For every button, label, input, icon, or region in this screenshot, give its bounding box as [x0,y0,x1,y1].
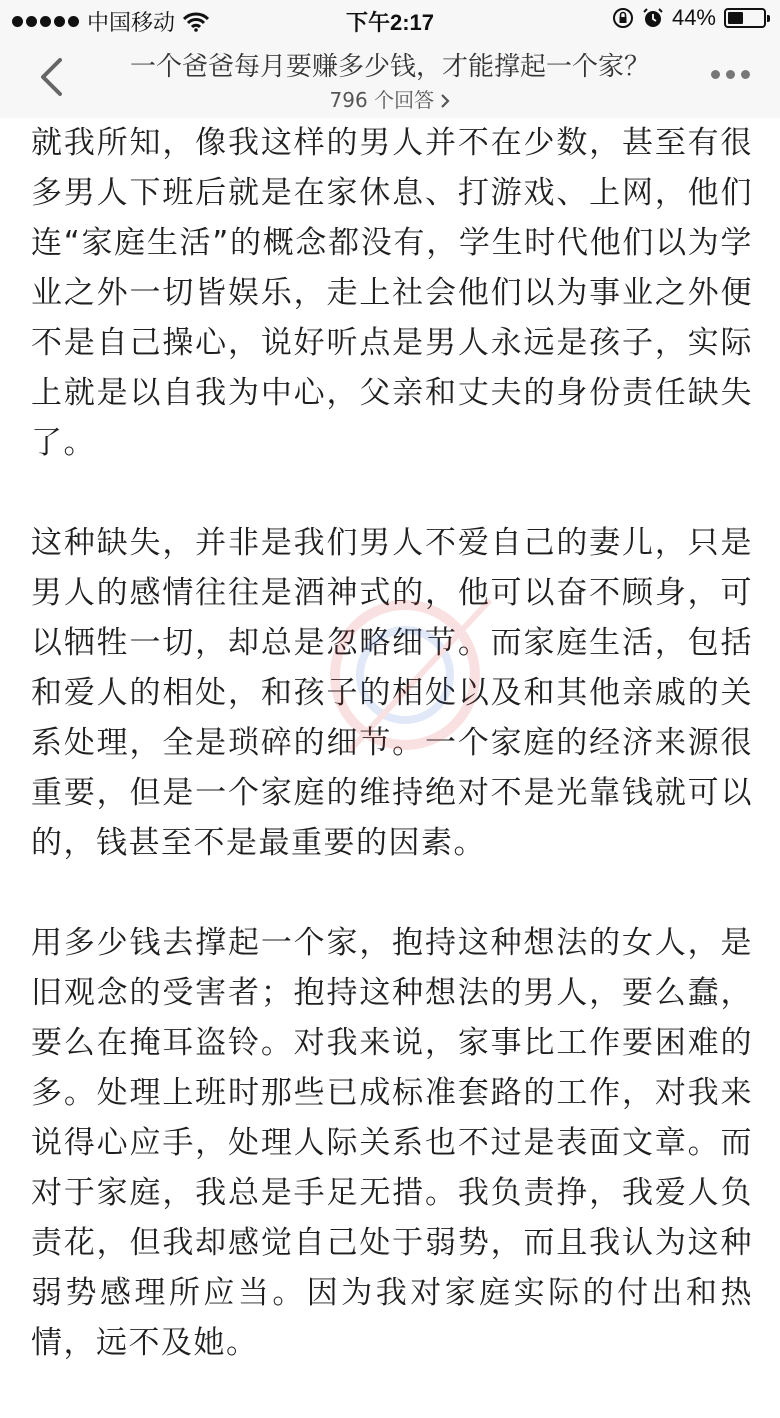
status-right [612,5,766,31]
paragraph-3: 用多少钱去撑起一个家，抱持这种想法的女人，是旧观念的受害者；抱持这种想法的男人，要么蠢，要么在掩耳盗铃。对我来说，家事比工作要困难的多。处理上班时那些已成标准套路的工作，对我来说得心应手，处理人际关系也不过是表面文章。而对于家庭，我总是手足无措。我负责挣，我爱人负责花，但我却感觉自己处于弱势，而且我认为这种弱势感理所应当。因为我对家庭实际的付出和热情，远不及她。 [31,925,753,1361]
answer-count-label: 796 个回答 [329,88,435,112]
question-title: 一个爸爸每月要赚多少钱，才能撑起一个家？ [129,52,650,82]
paragraph-2: 这种缺失，并非是我们男人不爱自己的妻儿，只是男人的感情往往是酒神式的，他可以奋不顾身，可以牺牲一切，却总是忽略细节。而家庭生活，包括和爱人的相处，和孩子的相处以及和其他亲戚的关系处理，全是琐碎的细节。一个家庭的经济来源很重要，但是一个家庭的维持绝对不是光靠钱就可以的，钱甚至不是最重要的因素。 [31,525,753,861]
nav-bar [0,38,780,118]
status-bar [0,0,780,38]
more-options-button[interactable] [711,70,750,79]
rotation-lock-icon [612,7,634,29]
battery-percent: 44% [671,5,716,30]
battery-icon [724,8,766,28]
answer-count-link[interactable] [0,84,780,113]
chevron-right-icon [440,94,450,108]
paragraph-1: 就我所知，像我这样的男人并不在少数，甚至有很多男人下班后就是在家休息、打游戏、上网，他们连“家庭生活”的概念都没有，学生时代他们以为学业之外一切皆娱乐，走上社会他们以为事业之外便不是自己操心，说好听点是男人永远是孩子，实际上就是以自我为中心，父亲和丈夫的身份责任缺失了。 [31,125,753,461]
carrier-label: 中国移动 [87,10,176,35]
answer-content [31,118,753,1418]
alarm-icon [642,7,664,29]
more-dots-icon [711,70,720,79]
battery-fill [728,12,743,24]
status-time: 下午2:17 [345,10,435,35]
